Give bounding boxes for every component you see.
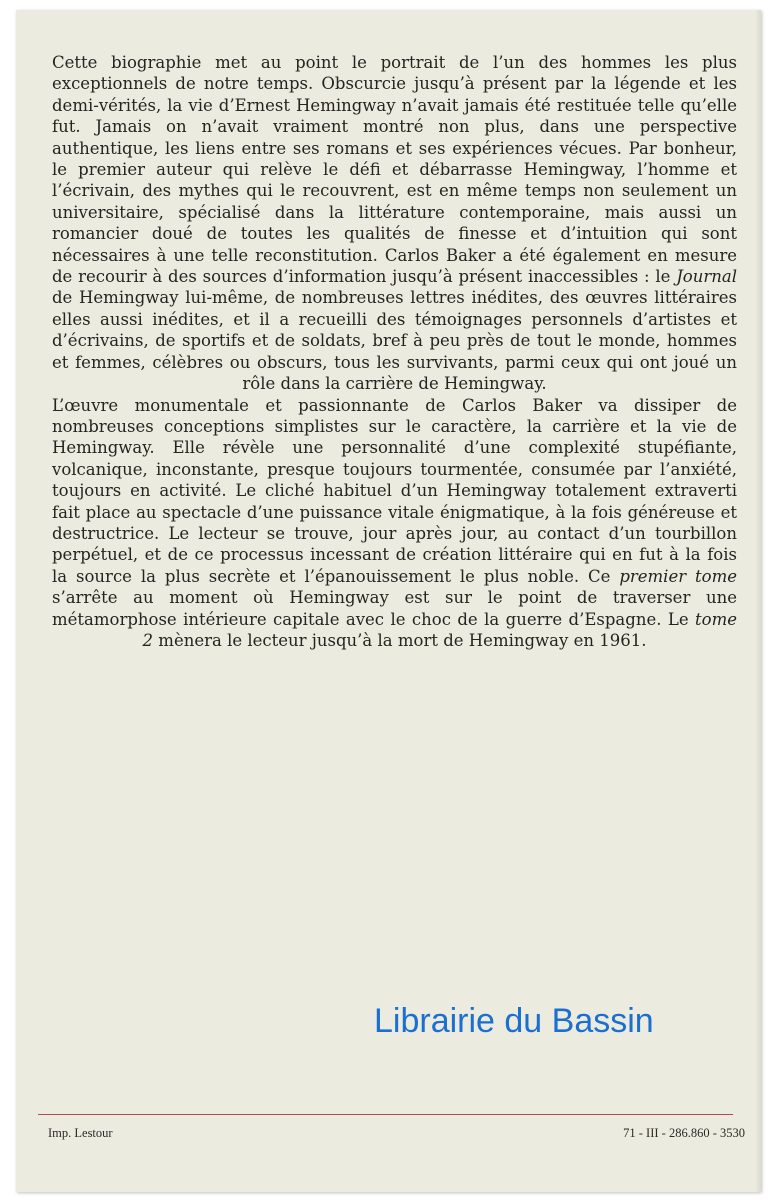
tome-2-emphasis: tome 2 (142, 609, 737, 650)
footer-divider (38, 1114, 733, 1115)
catalog-code: 71 - III - 286.860 - 3530 (623, 1126, 745, 1140)
cover-edge (755, 10, 761, 1192)
seller-watermark: Librairie du Bassin (374, 1002, 654, 1040)
premier-tome-emphasis: premier tome (619, 566, 737, 586)
blurb-paragraph-2: L’œuvre monumentale et passionnante de Carlos Baker va dissiper de nombreuses conceptions simplistes sur le caractère, la carrière et la vie de Hemingway. Elle révèle une personnalité d’une complexité stupéfiante, volcanique, inconstante, presque toujours tourmentée, consumée par l’anxiété, toujours en activité. Le cliché habituel d’un Hemingway totalement extraverti fait place au spectacle d’une puissance vitale énigmatique, à la fois généreuse et destructrice. Le lecteur se trouve, jour après jour, au contact d’un tourbillon perpétuel, et de ce processus incessant de création littéraire qui en fut à la fois la source la plus secrète et l’épanouissement le plus noble. Ce premier tome s’arrête au moment où Hemingway est sur le point de traverser une métamorphose intérieure capitale avec le choc de la guerre d’Espagne. Le tome 2 mènera le lecteur jusqu’à la mort de Hemingway en 1961. (52, 395, 737, 650)
journal-title: Journal (676, 267, 737, 287)
blurb-text (52, 52, 737, 651)
blurb-paragraph-1: Cette biographie met au point le portrait de l’un des hommes les plus exceptionnels de notre temps. Obscurcie jusqu’à présent par la légende et les demi-vérités, la vie d’Ernest Hemingway n’avait jamais été restituée telle qu’elle fut. Jamais on n’avait vraiment montré non plus, dans une perspective authentique, les liens entre ses romans et ses expériences vécues. Par bonheur, le premier auteur qui relève le défi et débarrasse Hemingway, l’homme et l’écrivain, des mythes qui le recouvrent, est en même temps non seulement un universitaire, spécialisé dans la littérature contemporaine, mais aussi un romancier doué de toutes les qualités de finesse et d’intuition qui sont nécessaires à une telle reconstitution. Carlos Baker a été également en mesure de recourir à des sources d’information jusqu’à présent inaccessibles : le Journal de Hemingway lui-même, de nombreuses lettres inédites, des œuvres littéraires elles aussi inédites, et il a recueilli des témoignages personnels d’artistes et d’écrivains, de sportifs et de soldats, bref à peu près de tout le monde, hommes et femmes, célèbres ou obscurs, tous les survivants, parmi ceux qui ont joué un rôle dans la carrière de Hemingway. (52, 53, 737, 394)
printer-credit: Imp. Lestour (48, 1126, 113, 1140)
